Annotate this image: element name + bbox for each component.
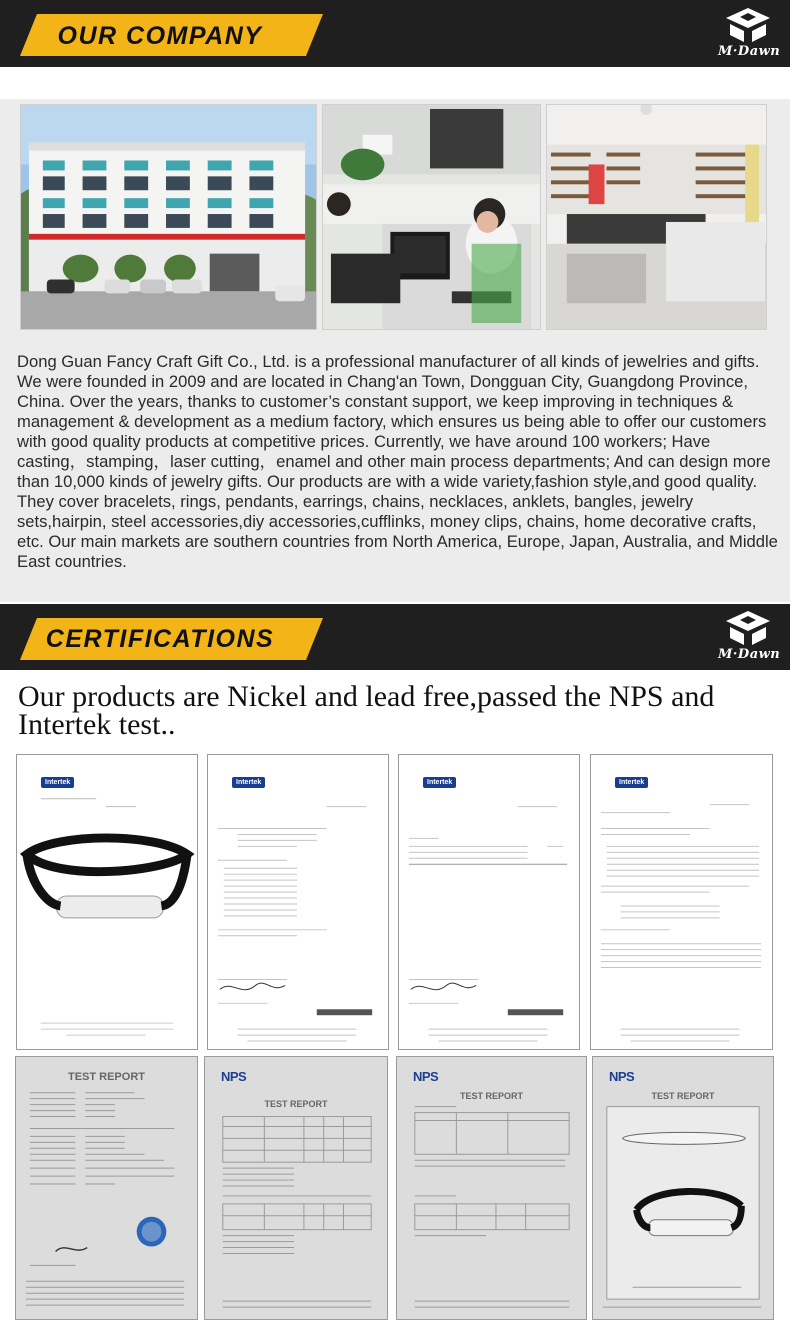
cube-logo-icon xyxy=(718,6,778,46)
company-header-title: OUR COMPANY xyxy=(57,22,263,50)
company-header-bar xyxy=(0,0,790,67)
intertek-logo: Intertek xyxy=(423,777,456,788)
certifications-header-title: CERTIFICATIONS xyxy=(45,625,275,653)
nps-logo: NPS xyxy=(413,1069,439,1084)
report-title: TEST REPORT xyxy=(459,1091,523,1101)
nps-test-report-page-3 xyxy=(592,1056,774,1320)
report-title: TEST REPORT xyxy=(651,1091,715,1101)
nps-test-report-page-1 xyxy=(204,1056,388,1320)
brand-logo xyxy=(718,6,781,62)
factory-building-photo xyxy=(20,104,317,330)
certifications-heading: Our products are Nickel and lead free,passed the NPS and Intertek test.. xyxy=(18,680,715,741)
office-photo xyxy=(322,104,541,330)
intertek-logo: Intertek xyxy=(232,777,265,788)
nps-logo: NPS xyxy=(609,1069,635,1084)
nps-test-report-page-2 xyxy=(396,1056,587,1320)
report-title: TEST REPORT xyxy=(67,1071,145,1083)
certifications-header-bar xyxy=(0,604,790,670)
cube-logo-icon xyxy=(718,609,778,649)
brand-logo xyxy=(718,609,781,665)
report-title: TEST REPORT xyxy=(264,1099,328,1109)
brand-logo-text: M·Dawn xyxy=(718,647,781,662)
intertek-logo: Intertek xyxy=(615,777,648,788)
intertek-report-page-2 xyxy=(398,754,580,1050)
nps-logo: NPS xyxy=(221,1069,247,1084)
company-intro-text: Dong Guan Fancy Craft Gift Co., Ltd. is a professional manufacturer of all kinds of jewelries and gifts. We were founded in 2009 and are located in Chang'an Town, Dongguan City, Guangdong Province, China. Over the years, thanks to customer’s constant support, we keep improving in techniques & management & development as a medium factory, which ensures us being able to offer our customers with good quality products at competitive prices. Currently, we have around 100 workers; Have casting，stamping，laser cutting，enamel and other main process departments; And can design more than 10,000 kinds of jewelry gifts. Our products are with a wide variety,fashion style,and good quality. They cover bracelets, rings, pendants, earrings, chains, necklaces, anklets, bangles, jewelry sets,hairpin, steel accessories,diy accessories,cufflinks, money clips, chains, home decorative crafts, etc. Our main markets are southern countries from North America, Europe, Japan, Australia, and Middle East countries. xyxy=(17,352,778,571)
intertek-report-page-3 xyxy=(590,754,773,1050)
test-report-cover-page xyxy=(15,1056,198,1320)
intertek-logo: Intertek xyxy=(41,777,74,788)
company-panel xyxy=(0,99,790,602)
intertek-report-photo-page xyxy=(16,754,198,1050)
brand-logo-text: M·Dawn xyxy=(718,44,781,59)
intertek-report-page-1 xyxy=(207,754,389,1050)
showroom-photo xyxy=(546,104,767,330)
